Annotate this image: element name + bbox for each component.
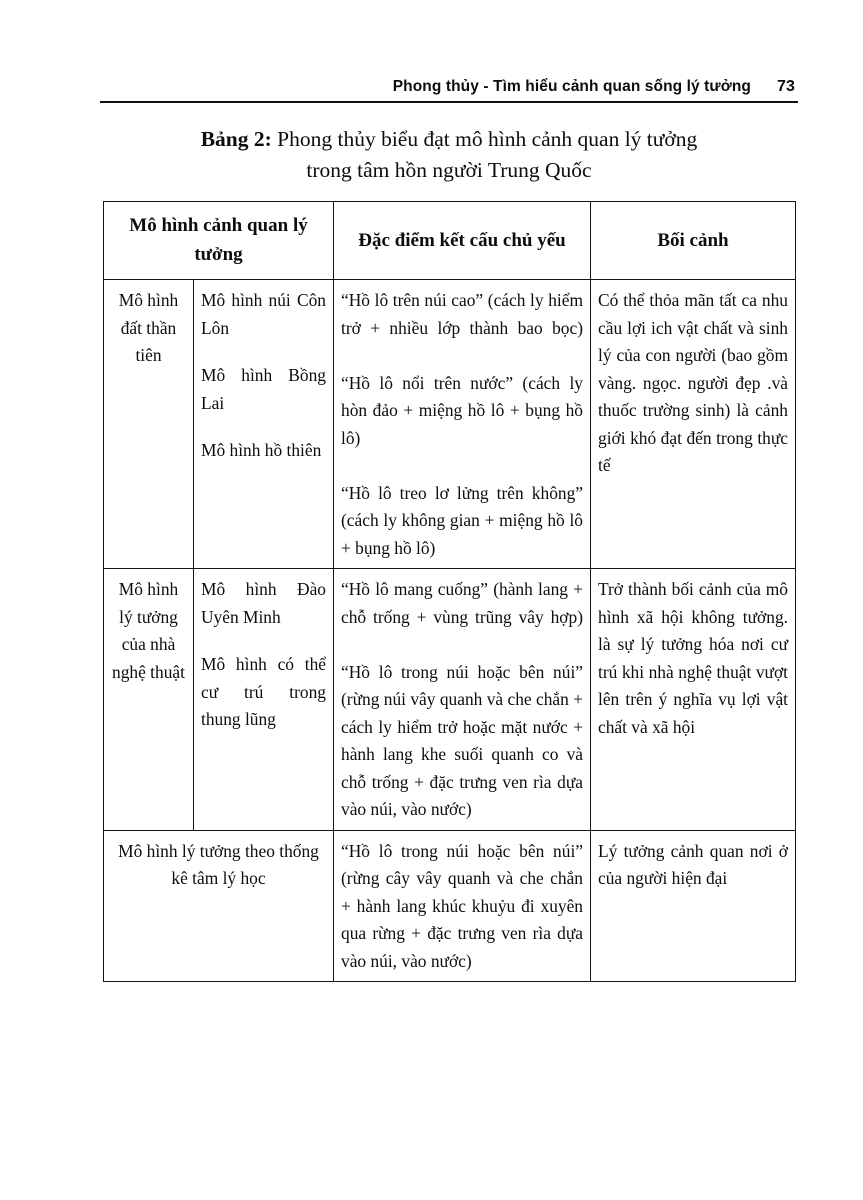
running-head xyxy=(103,78,795,96)
table-row xyxy=(104,569,796,831)
table-body xyxy=(104,280,796,982)
landscape-model-table xyxy=(103,201,796,982)
feature-item: “Hồ lô trong núi hoặc bên núi” (rừng núi vây quanh và che chắn + cách ly hiểm trở hoặc mặt nước + hành lang khe suối quanh co và chỗ trống + đặc trưng ven rìa dựa vào núi, vào nước) xyxy=(341,661,583,819)
header-rule xyxy=(100,101,798,103)
page-number: 73 xyxy=(777,78,795,95)
table-row xyxy=(104,280,796,569)
column-header-ideal-landscape-model: Mô hình cảnh quan lý tưởng xyxy=(104,202,334,280)
row-context: Có thể thỏa mãn tất ca nhu cầu lợi ich vật chất và sinh lý của con người (bao gồm vàng. ngọc. người đẹp .và thuốc trường sinh) là cảnh giới khó đạt đến trong thực tế xyxy=(591,280,796,569)
row-category: Mô hình lý tưởng theo thống kê tâm lý học xyxy=(104,830,334,982)
row-features xyxy=(334,830,591,982)
table-head xyxy=(104,202,796,280)
feature-item: “Hồ lô trên núi cao” (cách ly hiểm trở + nhiều lớp thành bao bọc) xyxy=(341,290,583,338)
subitem: Mô hình Bồng Lai xyxy=(201,365,326,413)
caption-line-2: trong tâm hồn người Trung Quốc xyxy=(306,158,592,182)
row-context: Trở thành bối cảnh của mô hình xã hội không tưởng. là sự lý tưởng hóa nơi cư trú khi nhà nghệ thuật vượt lên trên ý nghĩa vụ lợi vật chất và xã hội xyxy=(591,569,796,831)
row-category: Mô hình lý tưởng của nhà nghệ thuật xyxy=(104,569,194,831)
table-caption xyxy=(103,124,795,186)
caption-label: Bảng 2: xyxy=(200,127,272,151)
feature-item: “Hồ lô mang cuống” (hành lang + chỗ trống + vùng trũng vây hợp) xyxy=(341,579,583,627)
subitem: Mô hình có thể cư trú trong thung lũng xyxy=(201,654,326,729)
row-category: Mô hình đất thần tiên xyxy=(104,280,194,569)
column-header-structural-features: Đặc điểm kết cấu chủ yếu xyxy=(334,202,591,280)
subitem: Mô hình hồ thiên xyxy=(201,440,322,460)
row-subitems xyxy=(194,280,334,569)
row-features xyxy=(334,280,591,569)
row-subitems xyxy=(194,569,334,831)
column-header-context: Bối cảnh xyxy=(591,202,796,280)
subitem: Mô hình Đào Uyên Minh xyxy=(201,579,326,627)
subitem: Mô hình núi Côn Lôn xyxy=(201,290,326,338)
caption-line-1: Phong thủy biểu đạt mô hình cảnh quan lý tưởng xyxy=(271,127,698,151)
table-container xyxy=(103,201,795,982)
row-features xyxy=(334,569,591,831)
running-head-title: Phong thủy - Tìm hiểu cảnh quan sống lý tưởng xyxy=(392,78,751,95)
table-row xyxy=(104,830,796,982)
table-header-row xyxy=(104,202,796,280)
feature-item: “Hồ lô nổi trên nước” (cách ly hòn đảo + miệng hồ lô + bụng hồ lô) xyxy=(341,372,583,448)
feature-item: “Hồ lô treo lơ lửng trên không” (cách ly không gian + miệng hồ lô + bụng hồ lô) xyxy=(341,482,583,558)
feature-item: “Hồ lô trong núi hoặc bên núi” (rừng cây vây quanh và che chắn + hành lang khúc khuỷu đi xuyên qua rừng + đặc trưng ven rìa dựa vào núi, vào nước) xyxy=(341,840,583,971)
row-context: Lý tưởng cảnh quan nơi ở của người hiện đại xyxy=(591,830,796,982)
